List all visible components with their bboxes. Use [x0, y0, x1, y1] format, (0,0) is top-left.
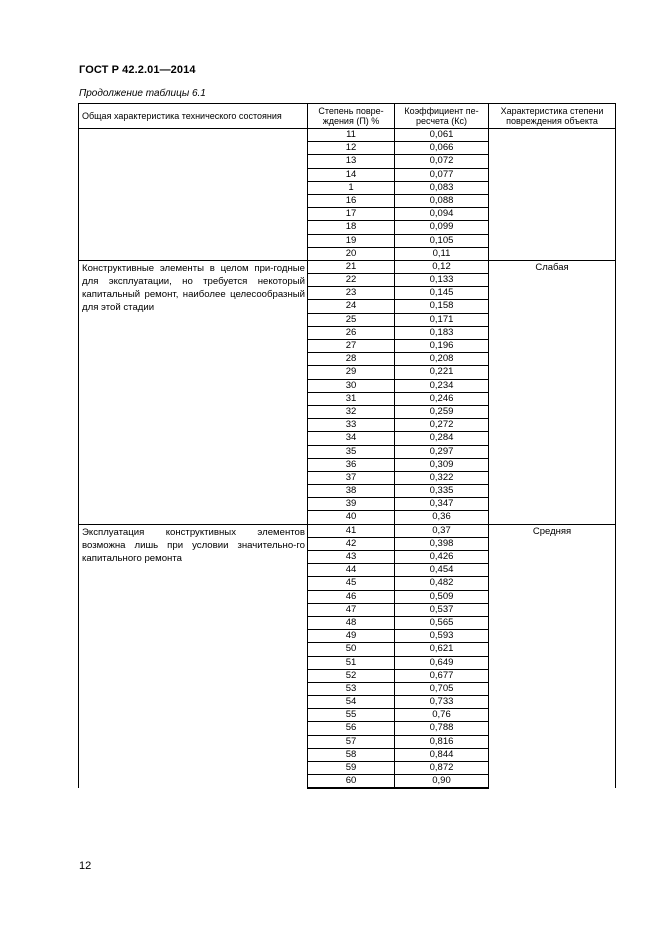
damage-percent-cell: 1: [308, 181, 395, 194]
damage-percent-cell: 35: [308, 445, 395, 458]
coefficient-cell: 0,733: [395, 696, 489, 709]
coefficient-cell: 0,335: [395, 485, 489, 498]
damage-degree-characteristic: Средняя: [489, 524, 616, 788]
damage-percent-cell: 41: [308, 524, 395, 537]
damage-percent-cell: 36: [308, 458, 395, 471]
damage-percent-cell: 33: [308, 419, 395, 432]
damage-percent-cell: 25: [308, 313, 395, 326]
damage-percent-cell: 43: [308, 551, 395, 564]
coefficient-cell: 0,677: [395, 669, 489, 682]
damage-percent-cell: 32: [308, 405, 395, 418]
coefficient-cell: 0,705: [395, 682, 489, 695]
coefficient-cell: 0,183: [395, 326, 489, 339]
document-header: ГОСТ Р 42.2.01—2014: [79, 64, 196, 76]
coefficient-cell: 0,145: [395, 287, 489, 300]
damage-percent-cell: 54: [308, 696, 395, 709]
damage-percent-cell: 30: [308, 379, 395, 392]
damage-percent-cell: 47: [308, 603, 395, 616]
damage-percent-cell: 31: [308, 392, 395, 405]
coefficient-cell: 0,077: [395, 168, 489, 181]
coefficient-cell: 0,105: [395, 234, 489, 247]
damage-percent-cell: 57: [308, 735, 395, 748]
damage-percent-cell: 59: [308, 762, 395, 775]
column-header-damage-characteristic: Характеристика степени повреждения объекта: [489, 104, 616, 129]
coefficient-cell: 0,083: [395, 181, 489, 194]
coefficient-cell: 0,322: [395, 471, 489, 484]
column-header-coefficient: Коэффициент пе-ресчета (Кс): [395, 104, 489, 129]
coefficient-cell: 0,788: [395, 722, 489, 735]
coefficient-cell: 0,90: [395, 775, 489, 789]
coefficient-cell: 0,072: [395, 155, 489, 168]
damage-percent-cell: 45: [308, 577, 395, 590]
damage-percent-cell: 18: [308, 221, 395, 234]
coefficient-cell: 0,088: [395, 194, 489, 207]
damage-percent-cell: 28: [308, 353, 395, 366]
table-container: [78, 103, 616, 789]
coefficient-cell: 0,621: [395, 643, 489, 656]
coefficient-cell: 0,234: [395, 379, 489, 392]
coefficient-cell: 0,297: [395, 445, 489, 458]
coefficient-cell: 0,11: [395, 247, 489, 260]
damage-percent-cell: 53: [308, 682, 395, 695]
coefficient-cell: 0,565: [395, 616, 489, 629]
condition-description: Конструктивные элементы в целом при-годные для эксплуатации, но требуется некоторый капитальный ремонт, наиболее целесообразный для этой стадии: [79, 260, 308, 524]
coefficient-cell: 0,509: [395, 590, 489, 603]
coefficient-cell: 0,171: [395, 313, 489, 326]
damage-percent-cell: 51: [308, 656, 395, 669]
damage-percent-cell: 50: [308, 643, 395, 656]
damage-percent-cell: 19: [308, 234, 395, 247]
coefficient-cell: 0,094: [395, 208, 489, 221]
damage-percent-cell: 52: [308, 669, 395, 682]
damage-percent-cell: 37: [308, 471, 395, 484]
damage-percent-cell: 48: [308, 616, 395, 629]
coefficient-cell: 0,208: [395, 353, 489, 366]
damage-degree-characteristic: Слабая: [489, 260, 616, 524]
damage-percent-cell: 44: [308, 564, 395, 577]
column-header-condition: Общая характеристика технического состояния: [79, 104, 308, 129]
table-row: [79, 129, 616, 142]
coefficient-cell: 0,272: [395, 419, 489, 432]
coefficient-cell: 0,309: [395, 458, 489, 471]
table-body: [79, 129, 616, 789]
coefficient-cell: 0,133: [395, 274, 489, 287]
damage-percent-cell: 12: [308, 142, 395, 155]
page-number: 12: [79, 860, 92, 872]
coefficient-cell: 0,816: [395, 735, 489, 748]
coefficient-cell: 0,246: [395, 392, 489, 405]
damage-percent-cell: 56: [308, 722, 395, 735]
damage-percent-cell: 14: [308, 168, 395, 181]
damage-percent-cell: 34: [308, 432, 395, 445]
damage-percent-cell: 11: [308, 129, 395, 142]
coefficient-cell: 0,37: [395, 524, 489, 537]
damage-percent-cell: 26: [308, 326, 395, 339]
coefficient-cell: 0,099: [395, 221, 489, 234]
damage-percent-cell: 46: [308, 590, 395, 603]
damage-percent-cell: 17: [308, 208, 395, 221]
coefficient-cell: 0,398: [395, 537, 489, 550]
table-header: [79, 104, 616, 129]
coefficient-cell: 0,158: [395, 300, 489, 313]
coefficient-cell: 0,259: [395, 405, 489, 418]
damage-percent-cell: 23: [308, 287, 395, 300]
damage-percent-cell: 22: [308, 274, 395, 287]
damage-degree-characteristic: [489, 129, 616, 261]
coefficient-cell: 0,454: [395, 564, 489, 577]
damage-percent-cell: 21: [308, 260, 395, 273]
coefficient-cell: 0,426: [395, 551, 489, 564]
damage-percent-cell: 55: [308, 709, 395, 722]
table-caption: Продолжение таблицы 6.1: [79, 88, 206, 99]
damage-percent-cell: 24: [308, 300, 395, 313]
coefficient-cell: 0,36: [395, 511, 489, 524]
coefficient-cell: 0,482: [395, 577, 489, 590]
damage-percent-cell: 42: [308, 537, 395, 550]
coefficient-cell: 0,061: [395, 129, 489, 142]
damage-percent-cell: 16: [308, 194, 395, 207]
coefficient-cell: 0,12: [395, 260, 489, 273]
damage-percent-cell: 20: [308, 247, 395, 260]
damage-percent-cell: 58: [308, 748, 395, 761]
damage-percent-cell: 27: [308, 340, 395, 353]
damage-percent-cell: 39: [308, 498, 395, 511]
table-row: [79, 524, 616, 537]
damage-percent-cell: 60: [308, 775, 395, 789]
condition-description: Эксплуатация конструктивных элементов возможна лишь при условии значительно-го капитального ремонта: [79, 524, 308, 788]
damage-percent-cell: 29: [308, 366, 395, 379]
coefficient-cell: 0,593: [395, 630, 489, 643]
table-row: [79, 260, 616, 273]
coefficient-cell: 0,221: [395, 366, 489, 379]
damage-percent-cell: 49: [308, 630, 395, 643]
coefficient-cell: 0,537: [395, 603, 489, 616]
damage-percent-cell: 13: [308, 155, 395, 168]
column-header-damage-degree: Степень повре-ждения (П) %: [308, 104, 395, 129]
coefficient-cell: 0,284: [395, 432, 489, 445]
coefficient-cell: 0,844: [395, 748, 489, 761]
coefficient-cell: 0,066: [395, 142, 489, 155]
coefficient-cell: 0,649: [395, 656, 489, 669]
damage-table: [78, 103, 616, 789]
coefficient-cell: 0,872: [395, 762, 489, 775]
damage-percent-cell: 40: [308, 511, 395, 524]
condition-description: [79, 129, 308, 261]
coefficient-cell: 0,76: [395, 709, 489, 722]
damage-percent-cell: 38: [308, 485, 395, 498]
coefficient-cell: 0,196: [395, 340, 489, 353]
table-header-row: [79, 104, 616, 129]
coefficient-cell: 0,347: [395, 498, 489, 511]
